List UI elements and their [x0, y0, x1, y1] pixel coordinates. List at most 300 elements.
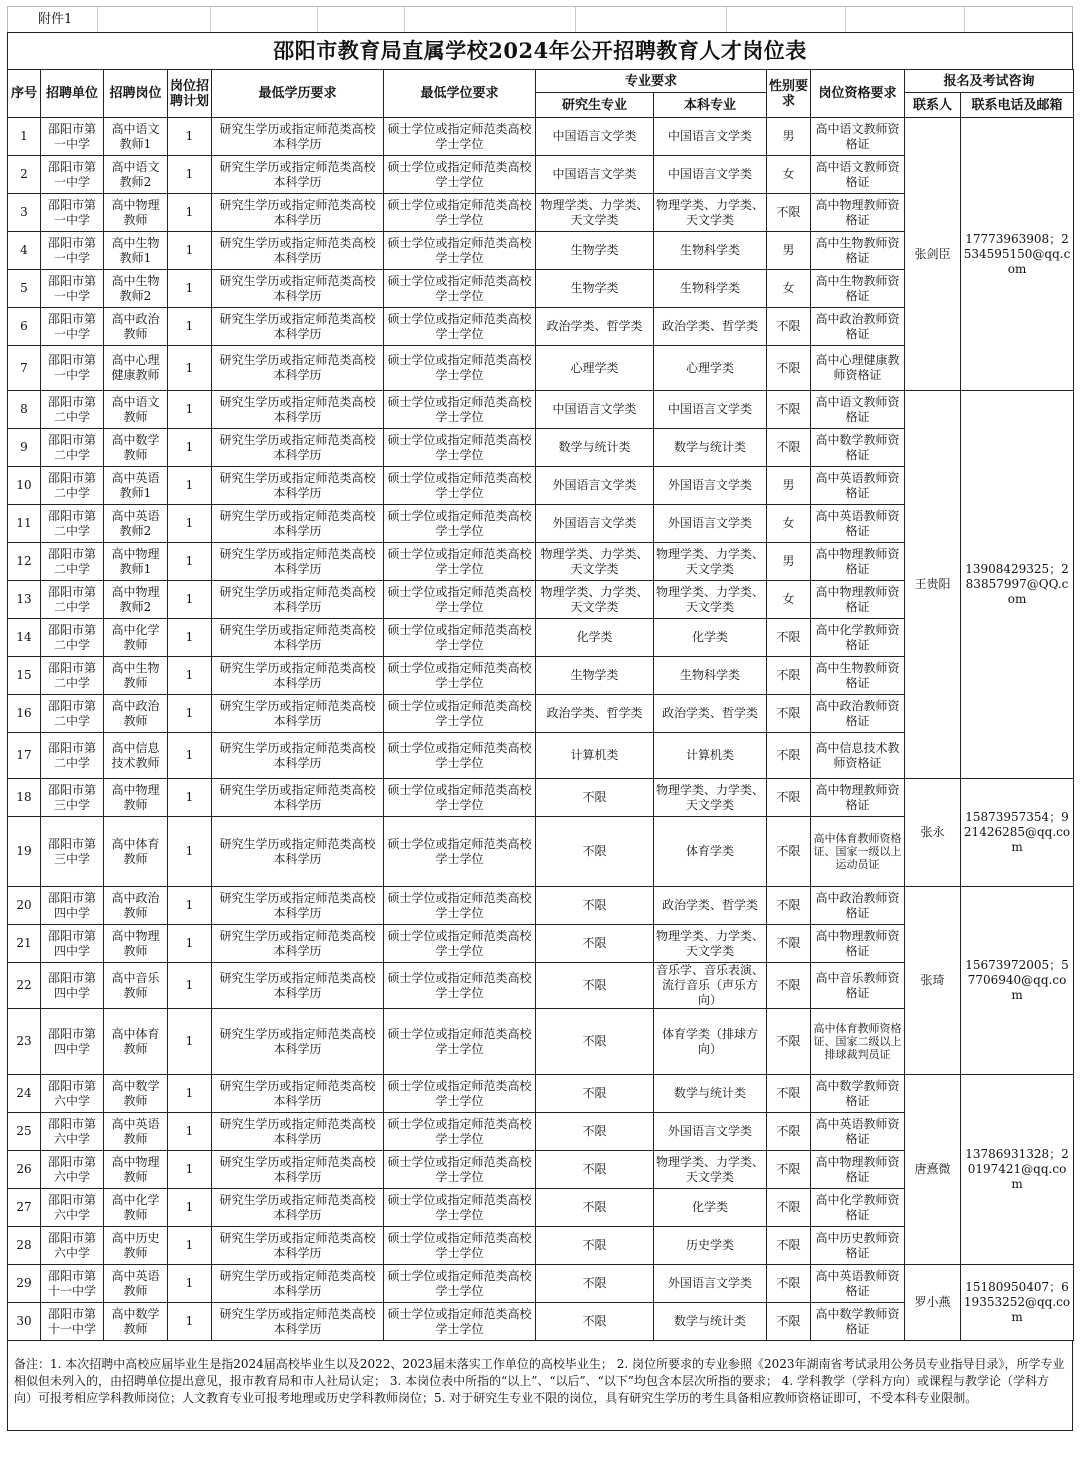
qual-cell: 高中生物教师资格证	[811, 270, 905, 308]
edu-cell: 研究生学历或指定师范类高校本科学历	[212, 467, 384, 505]
seq-cell: 27	[8, 1189, 41, 1227]
post-cell: 高中语文教师1	[104, 118, 168, 156]
degree-cell: 硕士学位或指定师范类高校学士学位	[384, 925, 536, 963]
gender-cell: 女	[767, 581, 811, 619]
qual-cell: 高中英语教师资格证	[811, 1113, 905, 1151]
grad-major-cell: 生物学类	[536, 232, 654, 270]
ug-major-cell: 化学类	[654, 1189, 767, 1227]
seq-cell: 3	[8, 194, 41, 232]
qual-cell: 高中生物教师资格证	[811, 232, 905, 270]
grad-major-cell: 不限	[536, 963, 654, 1009]
edu-cell: 研究生学历或指定师范类高校本科学历	[212, 346, 384, 391]
gender-cell: 不限	[767, 695, 811, 733]
unit-cell: 邵阳市第六中学	[41, 1227, 104, 1265]
unit-cell: 邵阳市第四中学	[41, 1009, 104, 1075]
edu-cell: 研究生学历或指定师范类高校本科学历	[212, 887, 384, 925]
post-cell: 高中化学教师	[104, 619, 168, 657]
edu-cell: 研究生学历或指定师范类高校本科学历	[212, 925, 384, 963]
seq-cell: 4	[8, 232, 41, 270]
seq-cell: 17	[8, 733, 41, 779]
gender-cell: 不限	[767, 1189, 811, 1227]
ug-major-cell: 心理学类	[654, 346, 767, 391]
seq-cell: 8	[8, 391, 41, 429]
contact-phone-cell: 15873957354；921426285@qq.com	[961, 779, 1074, 887]
grad-major-cell: 不限	[536, 887, 654, 925]
grad-major-cell: 外国语言文学类	[536, 505, 654, 543]
gender-cell: 女	[767, 505, 811, 543]
gender-cell: 不限	[767, 194, 811, 232]
grad-major-cell: 心理学类	[536, 346, 654, 391]
post-cell: 高中政治教师	[104, 308, 168, 346]
unit-cell: 邵阳市第二中学	[41, 695, 104, 733]
grad-major-cell: 物理学类、力学类、天文学类	[536, 581, 654, 619]
edu-cell: 研究生学历或指定师范类高校本科学历	[212, 733, 384, 779]
seq-cell: 2	[8, 156, 41, 194]
plan-cell: 1	[168, 308, 212, 346]
qual-cell: 高中英语教师资格证	[811, 467, 905, 505]
plan-cell: 1	[168, 733, 212, 779]
plan-cell: 1	[168, 118, 212, 156]
gender-cell: 不限	[767, 925, 811, 963]
contact-name-cell: 张琦	[905, 887, 961, 1075]
plan-cell: 1	[168, 1303, 212, 1341]
degree-cell: 硕士学位或指定师范类高校学士学位	[384, 1009, 536, 1075]
degree-cell: 硕士学位或指定师范类高校学士学位	[384, 429, 536, 467]
plan-cell: 1	[168, 391, 212, 429]
seq-cell: 15	[8, 657, 41, 695]
header-gender: 性别要求	[767, 70, 811, 118]
seq-cell: 29	[8, 1265, 41, 1303]
gender-cell: 不限	[767, 1075, 811, 1113]
gender-cell: 不限	[767, 1151, 811, 1189]
plan-cell: 1	[168, 779, 212, 817]
grad-major-cell: 政治学类、哲学类	[536, 695, 654, 733]
qual-cell: 高中信息技术教师资格证	[811, 733, 905, 779]
unit-cell: 邵阳市第一中学	[41, 232, 104, 270]
degree-cell: 硕士学位或指定师范类高校学士学位	[384, 1189, 536, 1227]
table-row	[8, 887, 1074, 925]
degree-cell: 硕士学位或指定师范类高校学士学位	[384, 581, 536, 619]
seq-cell: 28	[8, 1227, 41, 1265]
degree-cell: 硕士学位或指定师范类高校学士学位	[384, 619, 536, 657]
qual-cell: 高中物理教师资格证	[811, 925, 905, 963]
plan-cell: 1	[168, 1189, 212, 1227]
posts-table	[7, 69, 1074, 1341]
gender-cell: 不限	[767, 1227, 811, 1265]
gender-cell: 不限	[767, 817, 811, 887]
header-post: 招聘岗位	[104, 70, 168, 118]
unit-cell: 邵阳市第四中学	[41, 887, 104, 925]
plan-cell: 1	[168, 1151, 212, 1189]
edu-cell: 研究生学历或指定师范类高校本科学历	[212, 118, 384, 156]
qual-cell: 高中语文教师资格证	[811, 156, 905, 194]
ug-major-cell: 物理学类、力学类、天文学类	[654, 779, 767, 817]
qual-cell: 高中物理教师资格证	[811, 581, 905, 619]
gender-cell: 不限	[767, 619, 811, 657]
ug-major-cell: 中国语言文学类	[654, 118, 767, 156]
ug-major-cell: 中国语言文学类	[654, 156, 767, 194]
seq-cell: 25	[8, 1113, 41, 1151]
plan-cell: 1	[168, 619, 212, 657]
qual-cell: 高中语文教师资格证	[811, 391, 905, 429]
plan-cell: 1	[168, 467, 212, 505]
gender-cell: 不限	[767, 963, 811, 1009]
unit-cell: 邵阳市第三中学	[41, 817, 104, 887]
edu-cell: 研究生学历或指定师范类高校本科学历	[212, 817, 384, 887]
unit-cell: 邵阳市第二中学	[41, 391, 104, 429]
header-degree: 最低学位要求	[384, 70, 536, 118]
post-cell: 高中生物教师1	[104, 232, 168, 270]
edu-cell: 研究生学历或指定师范类高校本科学历	[212, 1075, 384, 1113]
qual-cell: 高中心理健康教师资格证	[811, 346, 905, 391]
unit-cell: 邵阳市第六中学	[41, 1075, 104, 1113]
contact-phone-cell: 13908429325；283857997@QQ.com	[961, 391, 1074, 779]
gender-cell: 男	[767, 467, 811, 505]
post-cell: 高中物理教师1	[104, 543, 168, 581]
seq-cell: 22	[8, 963, 41, 1009]
post-cell: 高中英语教师2	[104, 505, 168, 543]
plan-cell: 1	[168, 429, 212, 467]
degree-cell: 硕士学位或指定师范类高校学士学位	[384, 779, 536, 817]
degree-cell: 硕士学位或指定师范类高校学士学位	[384, 695, 536, 733]
ug-major-cell: 政治学类、哲学类	[654, 887, 767, 925]
post-cell: 高中体育教师	[104, 1009, 168, 1075]
plan-cell: 1	[168, 232, 212, 270]
post-cell: 高中数学教师	[104, 1075, 168, 1113]
qual-cell: 高中物理教师资格证	[811, 1151, 905, 1189]
post-cell: 高中政治教师	[104, 695, 168, 733]
grad-major-cell: 计算机类	[536, 733, 654, 779]
degree-cell: 硕士学位或指定师范类高校学士学位	[384, 963, 536, 1009]
seq-cell: 13	[8, 581, 41, 619]
contact-name-cell: 唐熹微	[905, 1075, 961, 1265]
unit-cell: 邵阳市第二中学	[41, 467, 104, 505]
qual-cell: 高中数学教师资格证	[811, 1303, 905, 1341]
unit-cell: 邵阳市第一中学	[41, 346, 104, 391]
degree-cell: 硕士学位或指定师范类高校学士学位	[384, 232, 536, 270]
grad-major-cell: 不限	[536, 1009, 654, 1075]
qual-cell: 高中政治教师资格证	[811, 695, 905, 733]
gender-cell: 不限	[767, 1009, 811, 1075]
seq-cell: 10	[8, 467, 41, 505]
ug-major-cell: 政治学类、哲学类	[654, 308, 767, 346]
degree-cell: 硕士学位或指定师范类高校学士学位	[384, 156, 536, 194]
header-grad-major: 研究生专业	[536, 93, 654, 118]
grad-major-cell: 物理学类、力学类、天文学类	[536, 543, 654, 581]
qual-cell: 高中英语教师资格证	[811, 505, 905, 543]
unit-cell: 邵阳市第六中学	[41, 1113, 104, 1151]
degree-cell: 硕士学位或指定师范类高校学士学位	[384, 1075, 536, 1113]
edu-cell: 研究生学历或指定师范类高校本科学历	[212, 657, 384, 695]
plan-cell: 1	[168, 505, 212, 543]
degree-cell: 硕士学位或指定师范类高校学士学位	[384, 543, 536, 581]
gender-cell: 不限	[767, 657, 811, 695]
qual-cell: 高中音乐教师资格证	[811, 963, 905, 1009]
seq-cell: 14	[8, 619, 41, 657]
gender-cell: 不限	[767, 1303, 811, 1341]
grad-major-cell: 不限	[536, 1113, 654, 1151]
contact-name-cell: 张永	[905, 779, 961, 887]
gender-cell: 不限	[767, 429, 811, 467]
degree-cell: 硕士学位或指定师范类高校学士学位	[384, 391, 536, 429]
degree-cell: 硕士学位或指定师范类高校学士学位	[384, 817, 536, 887]
unit-cell: 邵阳市第二中学	[41, 505, 104, 543]
table-row	[8, 391, 1074, 429]
ug-major-cell: 物理学类、力学类、天文学类	[654, 1151, 767, 1189]
table-row	[8, 118, 1074, 156]
unit-cell: 邵阳市第二中学	[41, 543, 104, 581]
header-contact: 联系人	[905, 93, 961, 118]
gender-cell: 不限	[767, 733, 811, 779]
ug-major-cell: 历史学类	[654, 1227, 767, 1265]
seq-cell: 1	[8, 118, 41, 156]
unit-cell: 邵阳市第十一中学	[41, 1265, 104, 1303]
edu-cell: 研究生学历或指定师范类高校本科学历	[212, 391, 384, 429]
unit-cell: 邵阳市第二中学	[41, 657, 104, 695]
grad-major-cell: 生物学类	[536, 270, 654, 308]
seq-cell: 16	[8, 695, 41, 733]
header-ug-major: 本科专业	[654, 93, 767, 118]
qual-cell: 高中物理教师资格证	[811, 779, 905, 817]
table-row	[8, 779, 1074, 817]
grad-major-cell: 不限	[536, 1265, 654, 1303]
header-contact-group: 报名及考试咨询	[905, 70, 1074, 93]
unit-cell: 邵阳市第二中学	[41, 429, 104, 467]
degree-cell: 硕士学位或指定师范类高校学士学位	[384, 1113, 536, 1151]
unit-cell: 邵阳市第四中学	[41, 963, 104, 1009]
post-cell: 高中英语教师	[104, 1265, 168, 1303]
seq-cell: 26	[8, 1151, 41, 1189]
seq-cell: 24	[8, 1075, 41, 1113]
post-cell: 高中音乐教师	[104, 963, 168, 1009]
edu-cell: 研究生学历或指定师范类高校本科学历	[212, 194, 384, 232]
plan-cell: 1	[168, 581, 212, 619]
ug-major-cell: 政治学类、哲学类	[654, 695, 767, 733]
plan-cell: 1	[168, 543, 212, 581]
gender-cell: 女	[767, 270, 811, 308]
edu-cell: 研究生学历或指定师范类高校本科学历	[212, 779, 384, 817]
edu-cell: 研究生学历或指定师范类高校本科学历	[212, 156, 384, 194]
unit-cell: 邵阳市第二中学	[41, 581, 104, 619]
degree-cell: 硕士学位或指定师范类高校学士学位	[384, 1227, 536, 1265]
post-cell: 高中英语教师1	[104, 467, 168, 505]
edu-cell: 研究生学历或指定师范类高校本科学历	[212, 429, 384, 467]
edu-cell: 研究生学历或指定师范类高校本科学历	[212, 695, 384, 733]
contact-name-cell: 王贵阳	[905, 391, 961, 779]
post-cell: 高中历史教师	[104, 1227, 168, 1265]
unit-cell: 邵阳市第一中学	[41, 194, 104, 232]
unit-cell: 邵阳市第四中学	[41, 925, 104, 963]
header-edu: 最低学历要求	[212, 70, 384, 118]
ug-major-cell: 物理学类、力学类、天文学类	[654, 194, 767, 232]
post-cell: 高中物理教师2	[104, 581, 168, 619]
post-cell: 高中化学教师	[104, 1189, 168, 1227]
contact-name-cell: 罗小燕	[905, 1265, 961, 1341]
ug-major-cell: 音乐学、音乐表演、流行音乐（声乐方向）	[654, 963, 767, 1009]
ug-major-cell: 物理学类、力学类、天文学类	[654, 543, 767, 581]
edu-cell: 研究生学历或指定师范类高校本科学历	[212, 1009, 384, 1075]
grad-major-cell: 不限	[536, 925, 654, 963]
header-seq: 序号	[8, 70, 41, 118]
edu-cell: 研究生学历或指定师范类高校本科学历	[212, 581, 384, 619]
seq-cell: 18	[8, 779, 41, 817]
qual-cell: 高中化学教师资格证	[811, 619, 905, 657]
header-unit: 招聘单位	[41, 70, 104, 118]
header-qual: 岗位资格要求	[811, 70, 905, 118]
grad-major-cell: 不限	[536, 1075, 654, 1113]
post-cell: 高中语文教师2	[104, 156, 168, 194]
gender-cell: 不限	[767, 779, 811, 817]
degree-cell: 硕士学位或指定师范类高校学士学位	[384, 887, 536, 925]
grad-major-cell: 不限	[536, 779, 654, 817]
post-cell: 高中信息技术教师	[104, 733, 168, 779]
degree-cell: 硕士学位或指定师范类高校学士学位	[384, 505, 536, 543]
gender-cell: 不限	[767, 391, 811, 429]
degree-cell: 硕士学位或指定师范类高校学士学位	[384, 346, 536, 391]
ug-major-cell: 体育学类	[654, 817, 767, 887]
header-major: 专业要求	[536, 70, 767, 93]
gender-cell: 女	[767, 156, 811, 194]
grad-major-cell: 不限	[536, 817, 654, 887]
plan-cell: 1	[168, 1227, 212, 1265]
seq-cell: 30	[8, 1303, 41, 1341]
post-cell: 高中英语教师	[104, 1113, 168, 1151]
ug-major-cell: 生物科学类	[654, 232, 767, 270]
edu-cell: 研究生学历或指定师范类高校本科学历	[212, 1113, 384, 1151]
plan-cell: 1	[168, 1113, 212, 1151]
degree-cell: 硕士学位或指定师范类高校学士学位	[384, 657, 536, 695]
qual-cell: 高中体育教师资格证、国家二级以上排球裁判员证	[811, 1009, 905, 1075]
ug-major-cell: 外国语言文学类	[654, 505, 767, 543]
ug-major-cell: 外国语言文学类	[654, 467, 767, 505]
unit-cell: 邵阳市第三中学	[41, 779, 104, 817]
table-row	[8, 1075, 1074, 1113]
degree-cell: 硕士学位或指定师范类高校学士学位	[384, 1151, 536, 1189]
qual-cell: 高中数学教师资格证	[811, 1075, 905, 1113]
unit-cell: 邵阳市第二中学	[41, 733, 104, 779]
edu-cell: 研究生学历或指定师范类高校本科学历	[212, 1189, 384, 1227]
qual-cell: 高中政治教师资格证	[811, 308, 905, 346]
contact-phone-cell: 15180950407；619353252@qq.com	[961, 1265, 1074, 1341]
edu-cell: 研究生学历或指定师范类高校本科学历	[212, 1227, 384, 1265]
page-title: 邵阳市教育局直属学校2024年公开招聘教育人才岗位表	[7, 32, 1073, 69]
unit-cell: 邵阳市第六中学	[41, 1151, 104, 1189]
post-cell: 高中体育教师	[104, 817, 168, 887]
seq-cell: 19	[8, 817, 41, 887]
edu-cell: 研究生学历或指定师范类高校本科学历	[212, 1151, 384, 1189]
plan-cell: 1	[168, 963, 212, 1009]
recruitment-sheet	[7, 6, 1073, 1431]
grad-major-cell: 数学与统计类	[536, 429, 654, 467]
degree-cell: 硕士学位或指定师范类高校学士学位	[384, 733, 536, 779]
seq-cell: 9	[8, 429, 41, 467]
post-cell: 高中语文教师	[104, 391, 168, 429]
plan-cell: 1	[168, 346, 212, 391]
grad-major-cell: 化学类	[536, 619, 654, 657]
seq-cell: 12	[8, 543, 41, 581]
post-cell: 高中心理健康教师	[104, 346, 168, 391]
attachment-label: 附件1	[8, 7, 98, 32]
plan-cell: 1	[168, 194, 212, 232]
post-cell: 高中数学教师	[104, 1303, 168, 1341]
post-cell: 高中物理教师	[104, 779, 168, 817]
notes: 备注：1. 本次招聘中高校应届毕业生是指2024届高校毕业生以及2022、2023届未落实工作单位的高校毕业生； 2. 岗位所要求的专业参照《2023年湖南省考试录用公务员专业指导目录》，所学专业相似但未列入的，由招聘单位提出意见，报市教育局和市人社局认定； 3. 本岗位表中所指的“以上”、“以后”、“以下”均包含本层次所指的要求； 4. 学科教学（学科方向）或课程与教学论（学科方向）可报考相应学科教师岗位；人文教育专业可报考地理或历史学科教师岗位；5. 对于研究生专业不限的岗位，具有研究生学历的考生具备相应教师资格证即可，不受本科专业限制。	[7, 1341, 1073, 1431]
gender-cell: 不限	[767, 1113, 811, 1151]
qual-cell: 高中物理教师资格证	[811, 543, 905, 581]
edu-cell: 研究生学历或指定师范类高校本科学历	[212, 1303, 384, 1341]
degree-cell: 硕士学位或指定师范类高校学士学位	[384, 118, 536, 156]
ug-major-cell: 物理学类、力学类、天文学类	[654, 925, 767, 963]
seq-cell: 7	[8, 346, 41, 391]
grad-major-cell: 不限	[536, 1303, 654, 1341]
ug-major-cell: 中国语言文学类	[654, 391, 767, 429]
plan-cell: 1	[168, 1075, 212, 1113]
contact-phone-cell: 15673972005；57706940@qq.com	[961, 887, 1074, 1075]
post-cell: 高中政治教师	[104, 887, 168, 925]
grad-major-cell: 政治学类、哲学类	[536, 308, 654, 346]
gender-cell: 男	[767, 543, 811, 581]
qual-cell: 高中化学教师资格证	[811, 1189, 905, 1227]
degree-cell: 硕士学位或指定师范类高校学士学位	[384, 1303, 536, 1341]
ug-major-cell: 化学类	[654, 619, 767, 657]
grad-major-cell: 外国语言文学类	[536, 467, 654, 505]
post-cell: 高中生物教师	[104, 657, 168, 695]
gender-cell: 不限	[767, 887, 811, 925]
contact-phone-cell: 17773963908；2534595150@qq.com	[961, 118, 1074, 391]
seq-cell: 23	[8, 1009, 41, 1075]
edu-cell: 研究生学历或指定师范类高校本科学历	[212, 963, 384, 1009]
qual-cell: 高中历史教师资格证	[811, 1227, 905, 1265]
degree-cell: 硕士学位或指定师范类高校学士学位	[384, 194, 536, 232]
post-cell: 高中生物教师2	[104, 270, 168, 308]
degree-cell: 硕士学位或指定师范类高校学士学位	[384, 308, 536, 346]
qual-cell: 高中体育教师资格证、国家一级以上运动员证	[811, 817, 905, 887]
seq-cell: 5	[8, 270, 41, 308]
attachment-row	[7, 6, 1073, 32]
qual-cell: 高中数学教师资格证	[811, 429, 905, 467]
grad-major-cell: 不限	[536, 1151, 654, 1189]
gender-cell: 不限	[767, 1265, 811, 1303]
gender-cell: 男	[767, 232, 811, 270]
qual-cell: 高中英语教师资格证	[811, 1265, 905, 1303]
ug-major-cell: 数学与统计类	[654, 429, 767, 467]
ug-major-cell: 物理学类、力学类、天文学类	[654, 581, 767, 619]
seq-cell: 21	[8, 925, 41, 963]
gender-cell: 不限	[767, 346, 811, 391]
edu-cell: 研究生学历或指定师范类高校本科学历	[212, 1265, 384, 1303]
grad-major-cell: 物理学类、力学类、天文学类	[536, 194, 654, 232]
seq-cell: 11	[8, 505, 41, 543]
grad-major-cell: 中国语言文学类	[536, 156, 654, 194]
contact-name-cell: 张剑臣	[905, 118, 961, 391]
seq-cell: 6	[8, 308, 41, 346]
table-row	[8, 1265, 1074, 1303]
grad-major-cell: 中国语言文学类	[536, 118, 654, 156]
degree-cell: 硕士学位或指定师范类高校学士学位	[384, 467, 536, 505]
header-phone: 联系电话及邮箱	[961, 93, 1074, 118]
unit-cell: 邵阳市第一中学	[41, 308, 104, 346]
ug-major-cell: 数学与统计类	[654, 1303, 767, 1341]
ug-major-cell: 生物科学类	[654, 657, 767, 695]
edu-cell: 研究生学历或指定师范类高校本科学历	[212, 505, 384, 543]
qual-cell: 高中生物教师资格证	[811, 657, 905, 695]
qual-cell: 高中语文教师资格证	[811, 118, 905, 156]
edu-cell: 研究生学历或指定师范类高校本科学历	[212, 619, 384, 657]
qual-cell: 高中政治教师资格证	[811, 887, 905, 925]
plan-cell: 1	[168, 695, 212, 733]
unit-cell: 邵阳市第一中学	[41, 118, 104, 156]
unit-cell: 邵阳市第十一中学	[41, 1303, 104, 1341]
